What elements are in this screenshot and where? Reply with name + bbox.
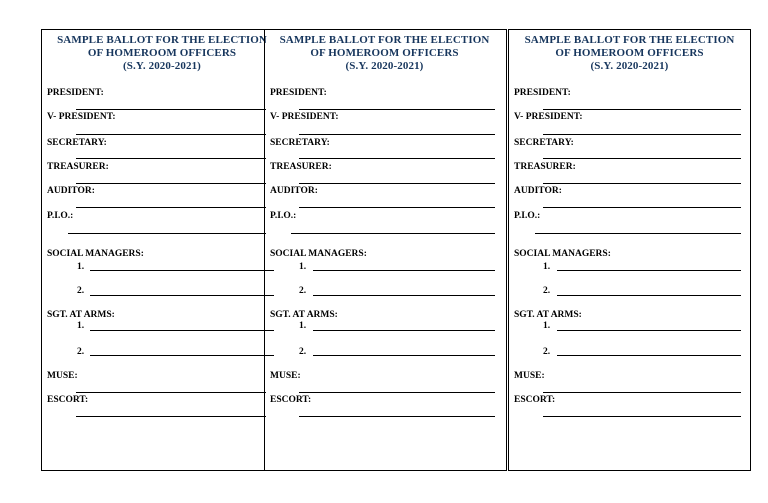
treasurer-label: TREASURER:: [47, 162, 109, 172]
escort-write-line[interactable]: [76, 416, 266, 417]
sgt-at-arms-1-write-line[interactable]: [90, 330, 274, 331]
auditor-write-line[interactable]: [299, 207, 495, 208]
social-manager-2-write-line[interactable]: [313, 295, 495, 296]
ballot-title: [263, 34, 506, 73]
ballot-card-2: [264, 29, 507, 471]
social-manager-2-write-line[interactable]: [90, 295, 274, 296]
item-number-1: 1.: [299, 321, 307, 331]
item-number-2: 2.: [77, 286, 85, 296]
sgt-at-arms-1-write-line[interactable]: [313, 330, 495, 331]
pio-label: P.I.O.:: [514, 211, 541, 221]
pio-write-line[interactable]: [68, 233, 266, 234]
sgt-at-arms-label: SGT. AT ARMS:: [270, 310, 338, 320]
muse-write-line[interactable]: [543, 392, 741, 393]
item-number-2: 2.: [299, 286, 307, 296]
vice-president-label: V- PRESIDENT:: [514, 112, 583, 122]
ballot-title: [50, 34, 274, 73]
item-number-1: 1.: [543, 321, 551, 331]
vice-president-write-line[interactable]: [299, 134, 495, 135]
social-managers-label: SOCIAL MANAGERS:: [514, 249, 611, 259]
social-manager-1-write-line[interactable]: [557, 270, 741, 271]
president-label: PRESIDENT:: [514, 88, 571, 98]
item-number-1: 1.: [77, 321, 85, 331]
social-managers-label: SOCIAL MANAGERS:: [47, 249, 144, 259]
escort-label: ESCORT:: [514, 395, 556, 405]
president-label: PRESIDENT:: [270, 88, 327, 98]
ballot-card-1: [41, 29, 265, 471]
vice-president-label: V- PRESIDENT:: [270, 112, 339, 122]
muse-label: MUSE:: [514, 371, 545, 381]
item-number-1: 1.: [299, 262, 307, 272]
social-manager-2-write-line[interactable]: [557, 295, 741, 296]
sgt-at-arms-label: SGT. AT ARMS:: [514, 310, 582, 320]
sgt-at-arms-1-write-line[interactable]: [557, 330, 741, 331]
sgt-at-arms-2-write-line[interactable]: [90, 355, 274, 356]
treasurer-write-line[interactable]: [543, 183, 741, 184]
secretary-label: SECRETARY:: [47, 138, 107, 148]
title-line-1: SAMPLE BALLOT FOR THE ELECTION: [524, 34, 735, 46]
sgt-at-arms-2-write-line[interactable]: [557, 355, 741, 356]
auditor-write-line[interactable]: [543, 207, 741, 208]
vice-president-write-line[interactable]: [543, 134, 741, 135]
item-number-2: 2.: [543, 286, 551, 296]
item-number-1: 1.: [77, 262, 85, 272]
social-managers-label: SOCIAL MANAGERS:: [270, 249, 367, 259]
muse-write-line[interactable]: [299, 392, 495, 393]
social-manager-1-write-line[interactable]: [313, 270, 495, 271]
title-line-3: (S.Y. 2020-2021): [590, 60, 669, 72]
title-line-3: (S.Y. 2020-2021): [123, 60, 201, 72]
treasurer-label: TREASURER:: [514, 162, 576, 172]
title-line-2: OF HOMEROOM OFFICERS: [310, 47, 459, 59]
secretary-write-line[interactable]: [299, 158, 495, 159]
title-line-2: OF HOMEROOM OFFICERS: [87, 47, 237, 59]
ballot-card-3: [508, 29, 751, 471]
auditor-label: AUDITOR:: [270, 186, 318, 196]
title-line-1: SAMPLE BALLOT FOR THE ELECTION: [279, 34, 490, 46]
vice-president-label: V- PRESIDENT:: [47, 112, 116, 122]
escort-write-line[interactable]: [299, 416, 495, 417]
pio-label: P.I.O.:: [270, 211, 297, 221]
item-number-2: 2.: [299, 347, 307, 357]
muse-label: MUSE:: [47, 371, 78, 381]
auditor-label: AUDITOR:: [47, 186, 95, 196]
title-line-3: (S.Y. 2020-2021): [345, 60, 424, 72]
item-number-2: 2.: [543, 347, 551, 357]
title-line-2: OF HOMEROOM OFFICERS: [555, 47, 704, 59]
pio-write-line[interactable]: [291, 233, 495, 234]
title-line-1: SAMPLE BALLOT FOR THE ELECTION: [57, 34, 267, 46]
sgt-at-arms-2-write-line[interactable]: [313, 355, 495, 356]
vice-president-write-line[interactable]: [76, 134, 266, 135]
president-label: PRESIDENT:: [47, 88, 104, 98]
pio-write-line[interactable]: [535, 233, 741, 234]
secretary-write-line[interactable]: [543, 158, 741, 159]
social-manager-1-write-line[interactable]: [90, 270, 274, 271]
president-write-line[interactable]: [76, 109, 266, 110]
treasurer-write-line[interactable]: [76, 183, 266, 184]
ballot-title: [509, 34, 750, 73]
escort-label: ESCORT:: [270, 395, 312, 405]
auditor-write-line[interactable]: [76, 207, 266, 208]
treasurer-write-line[interactable]: [299, 183, 495, 184]
muse-write-line[interactable]: [76, 392, 266, 393]
president-write-line[interactable]: [543, 109, 741, 110]
sgt-at-arms-label: SGT. AT ARMS:: [47, 310, 115, 320]
escort-label: ESCORT:: [47, 395, 89, 405]
escort-write-line[interactable]: [543, 416, 741, 417]
item-number-1: 1.: [543, 262, 551, 272]
secretary-label: SECRETARY:: [270, 138, 330, 148]
auditor-label: AUDITOR:: [514, 186, 562, 196]
secretary-write-line[interactable]: [76, 158, 266, 159]
secretary-label: SECRETARY:: [514, 138, 574, 148]
muse-label: MUSE:: [270, 371, 301, 381]
pio-label: P.I.O.:: [47, 211, 74, 221]
treasurer-label: TREASURER:: [270, 162, 332, 172]
president-write-line[interactable]: [299, 109, 495, 110]
item-number-2: 2.: [77, 347, 85, 357]
